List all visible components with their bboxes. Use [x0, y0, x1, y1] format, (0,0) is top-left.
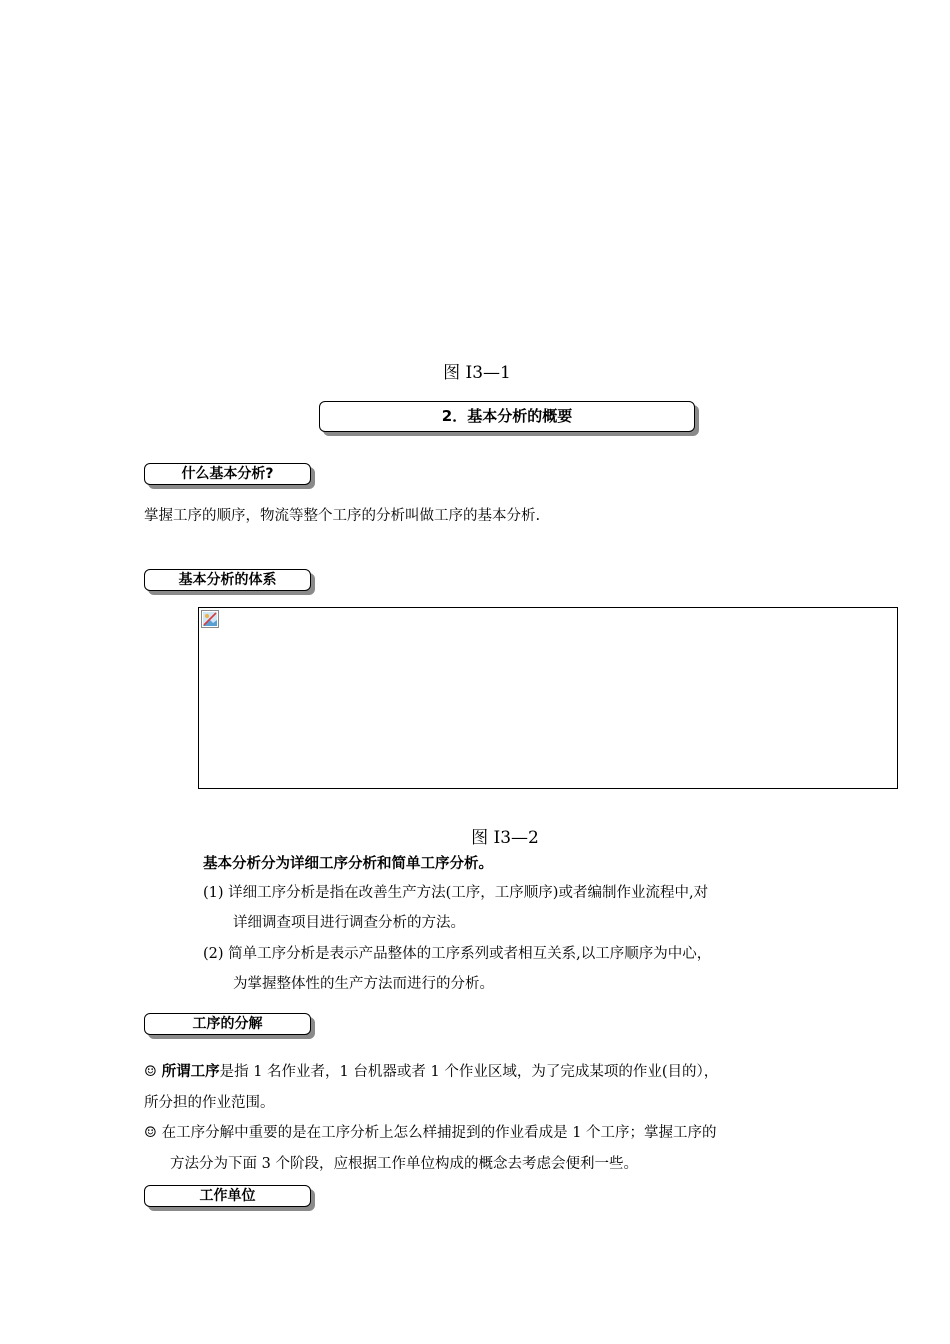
decompose-p1-line-2: 所分担的作业范围。	[144, 1095, 275, 1111]
decompose-paragraph-2	[144, 1123, 717, 1143]
analysis-summary: 基本分析分为详细工序分析和简单工序分析。	[203, 855, 493, 872]
decompose-p1-rest: 是指 1 名作业者，1 台机器或者 1 个作业区域，为了完成某项的作业(目的），	[219, 1064, 719, 1080]
item-2-marker: (2)	[203, 946, 224, 962]
item-1-line-2: 详细调查项目进行调查分析的方法。	[233, 915, 465, 931]
decompose-p2-line-2: 方法分为下面 3 个阶段，应根据工作单位构成的概念去考虑会便利一些。	[170, 1156, 638, 1172]
item-2-line-2: 为掌握整体性的生产方法而进行的分析。	[233, 976, 494, 992]
smiley-icon: ☺	[144, 1125, 157, 1141]
smiley-icon: ☺	[144, 1064, 157, 1080]
system-diagram-image	[198, 607, 898, 789]
item-1-text: 详细工序分析是指在改善生产方法(工序，工序顺序)或者编制作业流程中,对	[228, 885, 709, 901]
main-title-box	[319, 401, 695, 432]
section-heading-system	[144, 569, 311, 591]
item-1-line-1	[203, 883, 708, 903]
item-2-line-1	[203, 944, 711, 964]
section-heading-work-unit-label: 工作单位	[199, 1188, 256, 1204]
item-1-marker: (1)	[203, 885, 224, 901]
section-heading-work-unit	[144, 1185, 311, 1207]
section-heading-decompose-label: 工序的分解	[192, 1016, 263, 1032]
broken-image-icon	[201, 610, 219, 628]
what-paragraph: 掌握工序的顺序，物流等整个工序的分析叫做工序的基本分析.	[144, 508, 541, 524]
figure-caption-1: 图 I3—1	[443, 363, 511, 383]
main-title: 2．基本分析的概要	[441, 407, 573, 425]
decompose-paragraph-1	[144, 1062, 718, 1082]
term-process: 所谓工序	[161, 1063, 220, 1080]
section-heading-what-label: 什么基本分析?	[181, 466, 274, 482]
section-heading-decompose	[144, 1013, 311, 1035]
item-2-text: 简单工序分析是表示产品整体的工序系列或者相互关系,以工序顺序为中心，	[228, 946, 712, 962]
section-heading-system-label: 基本分析的体系	[178, 572, 277, 588]
decompose-p2-line-1: 在工序分解中重要的是在工序分析上怎么样捕捉到的作业看成是 1 个工序；掌握工序的	[161, 1125, 717, 1141]
figure-caption-2: 图 I3—2	[471, 828, 539, 848]
section-heading-what	[144, 463, 311, 485]
